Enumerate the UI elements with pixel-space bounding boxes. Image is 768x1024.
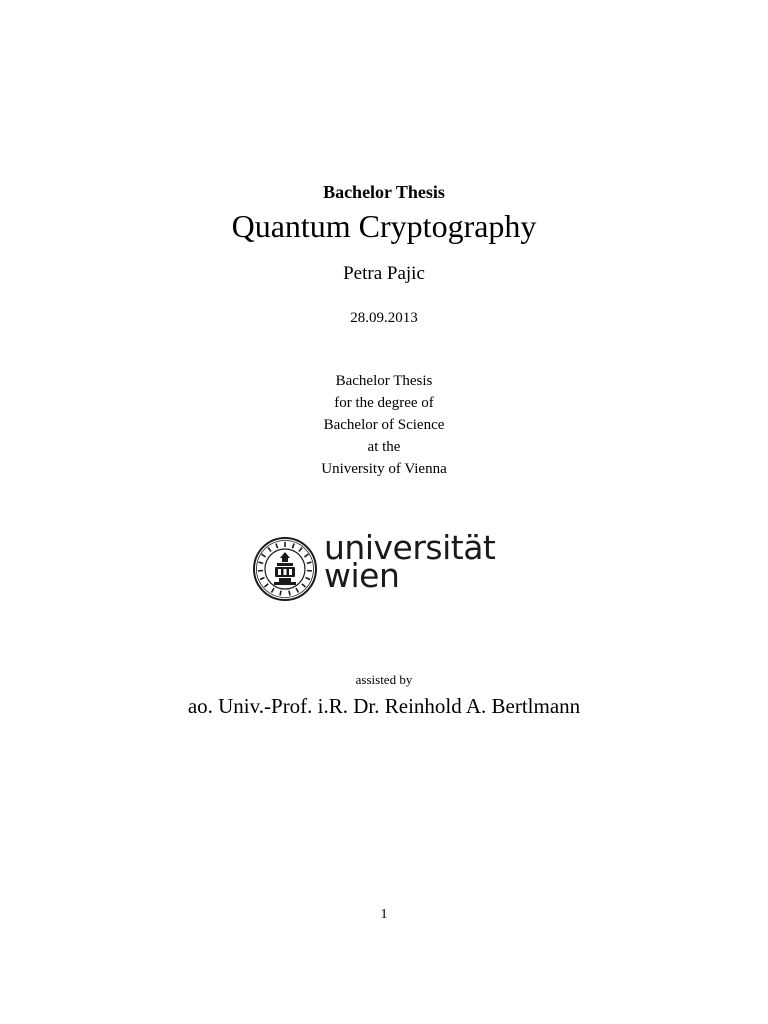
degree-statement [0, 370, 768, 480]
degree-line: for the degree of [334, 395, 434, 411]
page-number: 1 [380, 907, 388, 922]
university-wordmark [324, 528, 496, 595]
thesis-title: Quantum Cryptography [231, 208, 537, 244]
wordmark-line-1: universität [324, 528, 496, 567]
university-seal-icon [252, 536, 318, 602]
author-name: Petra Pajic [343, 263, 425, 284]
assisted-by-label: assisted by [355, 672, 413, 687]
degree-line: Bachelor of Science [323, 417, 445, 433]
wordmark-line-2: wien [324, 556, 400, 595]
submission-date: 28.09.2013 [350, 310, 418, 326]
university-logo [252, 528, 502, 606]
supervisor-name: ao. Univ.-Prof. i.R. Dr. Reinhold A. Bertlmann [187, 694, 581, 718]
thesis-type-heading: Bachelor Thesis [323, 182, 445, 202]
degree-line: Bachelor Thesis [335, 373, 433, 389]
degree-line: University of Vienna [321, 461, 447, 477]
degree-line: at the [367, 439, 401, 455]
